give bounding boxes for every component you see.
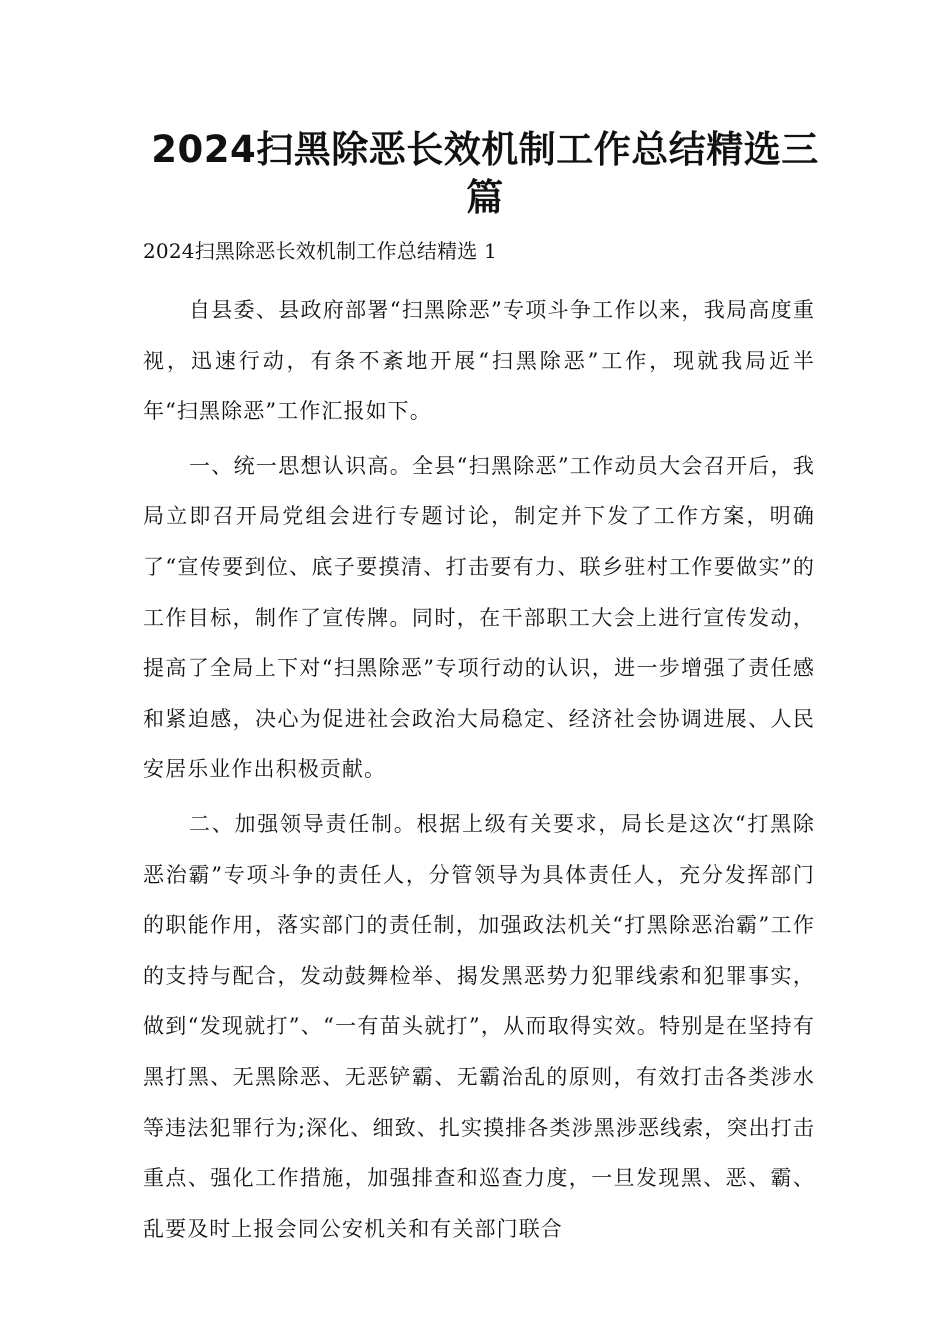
paragraph-section-one: 一、统一思想认识高。全县“扫黑除恶”工作动员大会召开后，我局立即召开局党组会进行专题讨论，制定并下发了工作方案，明确了“宣传要到位、底子要摸清、打击要有力、联乡驻村工作要做实”的工作目标，制作了宣传牌。同时，在干部职工大会上进行宣传发动，提高了全局上下对“扫黑除恶”专项行动的认识，进一步增强了责任感和紧迫感，决心为促进社会政治大局稳定、经济社会协调进展、人民安居乐业作出积极贡献。 [143,453,815,782]
paragraph-intro: 自县委、县政府部署“扫黑除恶”专项斗争工作以来，我局高度重视，迅速行动，有条不紊地开展“扫黑除恶”工作，现就我局近半年“扫黑除恶”工作汇报如下。 [143,298,815,424]
paragraph-section-two: 二、加强领导责任制。根据上级有关要求，局长是这次“打黑除恶治霸”专项斗争的责任人，分管领导为具体责任人，充分发挥部门的职能作用，落实部门的责任制，加强政法机关“打黑除恶治霸”工作的支持与配合，发动鼓舞检举、揭发黑恶势力犯罪线索和犯罪事实，做到“发现就打”、“一有苗头就打”，从而取得实效。特别是在坚持有黑打黑、无黑除恶、无恶铲霸、无霸治乱的原则，有效打击各类涉水等违法犯罪行为;深化、细致、扎实摸排各类涉黑涉恶线索，突出打击重点、强化工作措施，加强排查和巡查力度，一旦发现黑、恶、霸、乱要及时上报会同公安机关和有关部门联合 [143,811,815,1241]
document-title: 2024扫黑除恶长效机制工作总结精选三篇 [151,128,819,219]
section-heading: 2024扫黑除恶长效机制工作总结精选 1 [143,239,497,263]
document-body [143,285,830,1254]
